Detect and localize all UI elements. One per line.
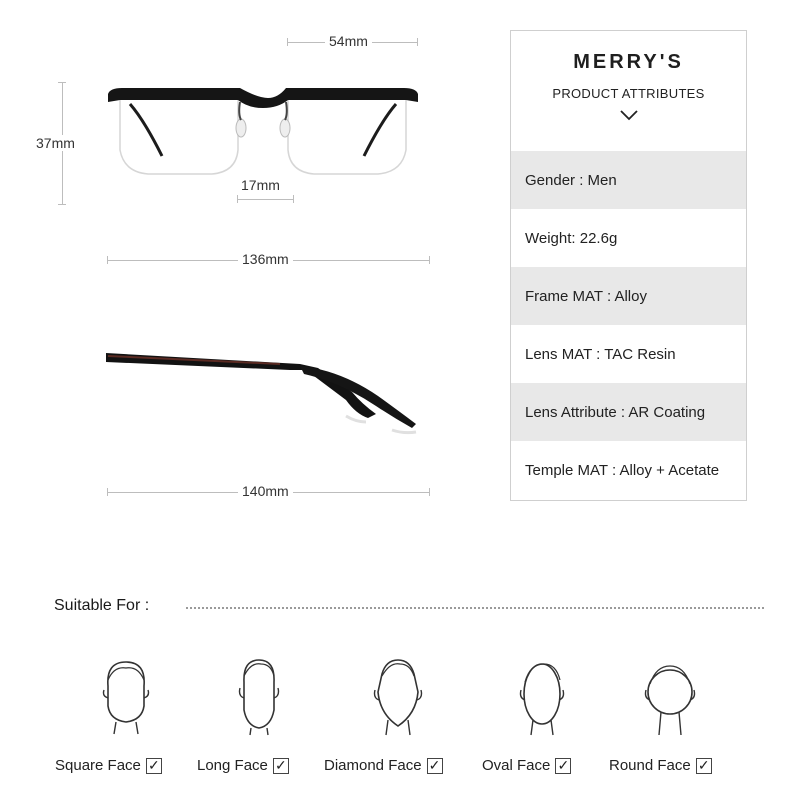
attr-frame-mat: Frame MAT : Alloy xyxy=(511,267,746,325)
bridge-width-tick-left xyxy=(237,195,238,203)
lens-height-label: 37mm xyxy=(32,135,79,151)
face-option-label: Square Face xyxy=(55,757,141,774)
face-option-label: Long Face xyxy=(197,757,268,774)
attr-temple-mat: Temple MAT : Alloy + Acetate xyxy=(525,461,720,479)
panel-subtitle: PRODUCT ATTRIBUTES xyxy=(552,86,705,101)
lens-height-tick-bottom xyxy=(58,204,66,205)
frame-width-label: 136mm xyxy=(238,251,293,267)
brand-logo: MERRY'S xyxy=(573,51,684,73)
checkbox-checked-icon: ✓ xyxy=(696,758,712,774)
panel-header xyxy=(511,31,746,151)
frame-width-tick-left xyxy=(107,256,108,264)
suitable-for-title: Suitable For : xyxy=(54,597,150,614)
attr-lens-mat: Lens MAT : TAC Resin xyxy=(525,345,676,363)
diamond-face-icon xyxy=(370,656,426,736)
product-attributes-panel xyxy=(510,30,747,501)
face-option-diamond xyxy=(324,757,443,774)
glasses-front-view xyxy=(100,80,430,180)
attr-gender: Gender : Men xyxy=(511,151,746,209)
attr-weight: Weight: 22.6g xyxy=(525,229,618,247)
lens-height-tick-top xyxy=(58,82,66,83)
attr-lens-attribute: Lens Attribute : AR Coating xyxy=(511,383,746,441)
face-option-label: Diamond Face xyxy=(324,757,422,774)
temple-length-tick-right xyxy=(429,488,430,496)
bridge-width-label: 17mm xyxy=(241,177,280,193)
face-option-square xyxy=(55,757,162,774)
chevron-down-icon xyxy=(511,109,746,121)
glasses-side-view xyxy=(100,340,430,440)
face-option-label: Oval Face xyxy=(482,757,551,774)
face-option-round xyxy=(609,757,712,774)
lens-width-label: 54mm xyxy=(325,33,372,49)
bridge-width-line xyxy=(237,199,293,200)
temple-length-tick-left xyxy=(107,488,108,496)
dotted-divider xyxy=(186,607,764,609)
square-face-icon xyxy=(98,656,154,736)
lens-width-tick-left xyxy=(287,38,288,46)
frame-width-tick-right xyxy=(429,256,430,264)
checkbox-checked-icon: ✓ xyxy=(146,758,162,774)
round-face-icon xyxy=(642,656,698,736)
bridge-width-tick-right xyxy=(293,195,294,203)
temple-length-label: 140mm xyxy=(238,483,293,499)
checkbox-checked-icon: ✓ xyxy=(427,758,443,774)
face-option-oval xyxy=(482,757,571,774)
lens-width-tick-right xyxy=(417,38,418,46)
checkbox-checked-icon: ✓ xyxy=(273,758,289,774)
face-option-label: Round Face xyxy=(609,757,691,774)
long-face-icon xyxy=(231,656,287,736)
face-option-long xyxy=(197,757,289,774)
oval-face-icon xyxy=(514,656,570,736)
checkbox-checked-icon: ✓ xyxy=(555,758,571,774)
